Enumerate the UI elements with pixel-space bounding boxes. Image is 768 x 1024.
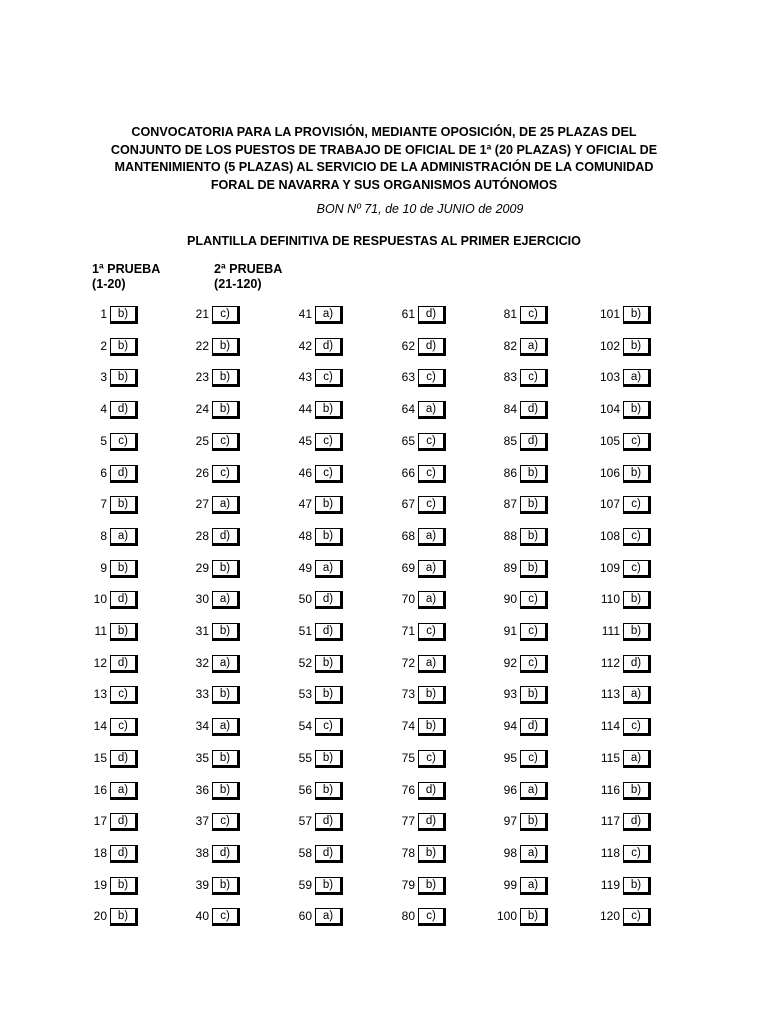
question-number: 12: [93, 655, 107, 670]
question-number: 62: [401, 338, 415, 353]
answer-box: c): [315, 465, 343, 483]
answer-box: b): [212, 686, 240, 704]
answer-box: c): [418, 369, 446, 387]
question-number: 110: [600, 592, 620, 607]
answer-box: b): [110, 338, 138, 356]
question-number: 79: [401, 877, 415, 892]
question-number: 18: [93, 845, 107, 860]
answer-box: c): [623, 433, 651, 451]
question-number: 37: [195, 814, 209, 829]
answer-box: a): [315, 560, 343, 578]
question-number: 33: [195, 687, 209, 702]
question-number: 28: [195, 528, 209, 543]
answer-box: c): [623, 560, 651, 578]
question-number: 64: [401, 402, 415, 417]
answer-box: d): [418, 306, 446, 324]
answer-box: a): [520, 877, 548, 895]
answer-box: b): [418, 877, 446, 895]
question-number: 89: [503, 560, 517, 575]
question-number: 84: [503, 402, 517, 417]
answer-box: d): [110, 813, 138, 831]
answer-box: a): [418, 655, 446, 673]
answer-box: a): [418, 528, 446, 546]
question-number: 44: [298, 402, 312, 417]
question-number: 104: [599, 402, 620, 417]
answer-box: d): [418, 782, 446, 800]
answer-box: d): [623, 813, 651, 831]
question-number: 81: [503, 307, 517, 321]
answer-box: a): [418, 401, 446, 419]
question-number: 36: [195, 782, 209, 797]
answer-box: c): [520, 591, 548, 609]
answer-box: d): [315, 813, 343, 831]
question-number: 11: [94, 624, 107, 638]
answer-box: c): [520, 750, 548, 768]
question-number: 94: [503, 719, 517, 734]
answer-box: b): [623, 401, 651, 419]
question-number: 13: [93, 687, 107, 702]
answer-box: b): [623, 782, 651, 800]
answer-box: d): [212, 528, 240, 546]
question-number: 102: [599, 338, 620, 353]
answer-box: b): [418, 686, 446, 704]
question-number: 17: [93, 814, 107, 829]
answer-box: b): [110, 306, 138, 324]
answer-box: b): [520, 465, 548, 483]
answer-box: a): [212, 718, 240, 736]
question-number: 120: [599, 909, 620, 924]
answer-box: d): [520, 433, 548, 451]
question-number: 76: [401, 782, 415, 797]
answer-box: c): [110, 686, 138, 704]
question-number: 74: [401, 719, 415, 734]
answer-box: a): [315, 306, 343, 324]
answer-box: d): [520, 401, 548, 419]
answer-box: c): [212, 813, 240, 831]
answer-box: b): [315, 401, 343, 419]
answer-box: b): [623, 306, 651, 324]
answer-box: d): [110, 591, 138, 609]
question-number: 7: [100, 497, 107, 512]
answer-box: b): [520, 496, 548, 514]
answer-box: c): [418, 750, 446, 768]
question-number: 57: [298, 814, 312, 829]
question-number: 15: [93, 750, 107, 765]
answer-box: c): [418, 433, 446, 451]
title-line-2: CONJUNTO DE LOS PUESTOS DE TRABAJO DE OFICIAL DE 1ª (20 PLAZAS) Y OFICIAL DE: [110, 142, 658, 157]
question-number: 35: [195, 750, 209, 765]
question-number: 25: [195, 433, 209, 448]
answer-box: b): [212, 623, 240, 641]
answer-box: a): [212, 591, 240, 609]
answer-box: b): [315, 528, 343, 546]
question-number: 112: [600, 655, 620, 670]
answer-box: b): [110, 560, 138, 578]
answer-box: d): [212, 845, 240, 863]
question-number: 6: [100, 465, 107, 480]
answer-box: c): [418, 496, 446, 514]
question-number: 31: [195, 624, 209, 638]
question-number: 14: [93, 719, 107, 734]
prueba-1-label: 1ª PRUEBA: [92, 262, 161, 276]
answer-box: a): [623, 750, 651, 768]
question-number: 98: [503, 845, 517, 860]
question-number: 115: [600, 750, 620, 765]
question-number: 113: [600, 687, 620, 702]
question-number: 27: [195, 497, 209, 512]
question-number: 29: [195, 560, 209, 575]
answer-box: c): [418, 908, 446, 926]
answer-box: b): [212, 782, 240, 800]
answer-box: b): [110, 496, 138, 514]
answer-box: b): [212, 401, 240, 419]
answer-box: d): [315, 591, 343, 609]
question-number: 114: [600, 719, 620, 734]
answer-box: b): [315, 686, 343, 704]
answer-box: b): [212, 338, 240, 356]
answer-box: a): [623, 369, 651, 387]
answer-box: b): [623, 465, 651, 483]
answer-box: c): [623, 845, 651, 863]
question-number: 4: [100, 402, 107, 417]
answer-box: a): [520, 338, 548, 356]
question-number: 105: [599, 433, 620, 448]
question-number: 117: [600, 814, 620, 829]
answer-box: b): [520, 528, 548, 546]
answer-box: b): [315, 877, 343, 895]
question-number: 99: [503, 877, 517, 892]
question-number: 86: [503, 465, 517, 480]
question-number: 2: [100, 338, 107, 353]
question-number: 119: [600, 877, 620, 892]
question-number: 92: [503, 655, 517, 670]
answer-box: b): [623, 591, 651, 609]
answer-box: c): [315, 718, 343, 736]
answer-box: b): [623, 623, 651, 641]
question-number: 91: [503, 624, 517, 638]
answer-box: b): [212, 560, 240, 578]
question-number: 21: [195, 307, 209, 321]
answer-box: d): [418, 813, 446, 831]
answer-box: c): [212, 908, 240, 926]
answer-box: b): [418, 718, 446, 736]
answer-box: d): [315, 845, 343, 863]
answer-box: c): [623, 908, 651, 926]
title-line-1: CONVOCATORIA PARA LA PROVISIÓN, MEDIANTE OPOSICIÓN, DE 25 PLAZAS DEL: [131, 125, 637, 139]
answer-box: b): [315, 782, 343, 800]
answer-box: b): [520, 560, 548, 578]
question-number: 100: [496, 909, 517, 924]
question-number: 87: [503, 497, 517, 512]
answer-box: b): [520, 686, 548, 704]
question-number: 65: [401, 433, 415, 448]
answers-heading: PLANTILLA DEFINITIVA DE RESPUESTAS AL PRIMER EJERCICIO: [187, 234, 581, 248]
question-number: 26: [195, 465, 209, 480]
answer-box: a): [520, 782, 548, 800]
answer-box: c): [623, 718, 651, 736]
answer-box: c): [315, 433, 343, 451]
answer-box: b): [212, 369, 240, 387]
question-number: 68: [401, 528, 415, 543]
question-number: 71: [401, 624, 415, 638]
question-number: 80: [401, 909, 415, 924]
answer-box: a): [212, 496, 240, 514]
answer-box: d): [418, 338, 446, 356]
prueba-2-range: (21-120): [214, 277, 262, 291]
answer-box: a): [212, 655, 240, 673]
question-number: 9: [100, 560, 107, 575]
question-number: 5: [100, 433, 107, 448]
question-number: 58: [298, 845, 312, 860]
question-number: 72: [401, 655, 415, 670]
question-number: 106: [599, 465, 620, 480]
answer-box: c): [110, 718, 138, 736]
question-number: 20: [93, 909, 107, 924]
answer-box: c): [315, 369, 343, 387]
question-number: 88: [503, 528, 517, 543]
answer-box: d): [110, 845, 138, 863]
question-number: 54: [298, 719, 312, 734]
question-number: 111: [601, 624, 620, 638]
answer-box: c): [520, 369, 548, 387]
question-number: 70: [401, 592, 415, 607]
question-number: 59: [298, 877, 312, 892]
question-number: 8: [100, 528, 107, 543]
answer-box: c): [418, 465, 446, 483]
question-number: 23: [195, 370, 209, 385]
question-number: 39: [195, 877, 209, 892]
question-number: 48: [298, 528, 312, 543]
question-number: 96: [503, 782, 517, 797]
answer-box: a): [418, 560, 446, 578]
answer-box: b): [418, 845, 446, 863]
question-number: 116: [600, 782, 620, 797]
question-number: 10: [93, 592, 107, 607]
question-number: 32: [195, 655, 209, 670]
question-number: 108: [599, 528, 620, 543]
answer-box: b): [212, 750, 240, 768]
question-number: 56: [298, 782, 312, 797]
question-number: 41: [298, 307, 312, 321]
question-number: 50: [298, 592, 312, 607]
question-number: 107: [599, 497, 620, 512]
question-number: 78: [401, 845, 415, 860]
answer-box: b): [623, 338, 651, 356]
answer-box: a): [520, 845, 548, 863]
question-number: 51: [298, 624, 312, 638]
answer-box: b): [623, 877, 651, 895]
answer-box: d): [623, 655, 651, 673]
answer-box: a): [623, 686, 651, 704]
question-number: 16: [93, 782, 107, 797]
answer-box: a): [418, 591, 446, 609]
answer-box: d): [315, 338, 343, 356]
answer-box: c): [212, 433, 240, 451]
answer-box: d): [315, 623, 343, 641]
question-number: 75: [401, 750, 415, 765]
answer-box: a): [315, 908, 343, 926]
question-number: 90: [503, 592, 517, 607]
question-number: 73: [401, 687, 415, 702]
question-number: 45: [298, 433, 312, 448]
question-number: 46: [298, 465, 312, 480]
bon-reference: BON Nº 71, de 10 de JUNIO de 2009: [316, 202, 524, 216]
answer-box: c): [418, 623, 446, 641]
answer-box: a): [110, 782, 138, 800]
question-number: 40: [195, 909, 209, 924]
question-number: 60: [298, 909, 312, 924]
answer-box: b): [315, 750, 343, 768]
question-number: 1: [100, 307, 107, 321]
answer-box: d): [520, 718, 548, 736]
question-number: 24: [195, 402, 209, 417]
question-number: 118: [600, 845, 620, 860]
answer-box: b): [110, 623, 138, 641]
answer-box: b): [520, 908, 548, 926]
question-number: 52: [298, 655, 312, 670]
answer-box: c): [520, 655, 548, 673]
title-line-4: FORAL DE NAVARRA Y SUS ORGANISMOS AUTÓNOMOS: [210, 177, 558, 192]
answer-box: b): [520, 813, 548, 831]
answer-box: c): [520, 306, 548, 324]
question-number: 83: [503, 370, 517, 385]
prueba-1-range: (1-20): [92, 277, 126, 291]
answer-box: b): [110, 369, 138, 387]
question-number: 61: [401, 307, 415, 321]
answer-box: b): [110, 908, 138, 926]
question-number: 101: [599, 307, 620, 321]
question-number: 38: [195, 845, 209, 860]
answer-box: d): [110, 465, 138, 483]
question-number: 82: [503, 338, 517, 353]
question-number: 97: [503, 814, 517, 829]
question-number: 43: [298, 370, 312, 385]
answer-box: c): [212, 306, 240, 324]
answer-box: d): [110, 750, 138, 768]
answer-box: c): [520, 623, 548, 641]
question-number: 49: [298, 560, 312, 575]
question-number: 19: [93, 877, 107, 892]
answer-box: b): [315, 496, 343, 514]
answer-box: c): [623, 528, 651, 546]
answer-box: d): [110, 401, 138, 419]
answer-box: c): [623, 496, 651, 514]
question-number: 22: [195, 338, 209, 353]
question-number: 85: [503, 433, 517, 448]
question-number: 42: [298, 338, 312, 353]
answer-box: b): [315, 655, 343, 673]
question-number: 95: [503, 750, 517, 765]
answer-box: d): [110, 655, 138, 673]
answer-box: c): [110, 433, 138, 451]
prueba-2-label: 2ª PRUEBA: [214, 262, 283, 276]
question-number: 109: [599, 560, 620, 575]
answer-box: b): [212, 877, 240, 895]
question-number: 47: [298, 497, 312, 512]
question-number: 3: [100, 370, 107, 385]
question-number: 34: [195, 719, 209, 734]
question-number: 77: [401, 814, 415, 829]
question-number: 69: [401, 560, 415, 575]
question-number: 103: [599, 370, 620, 385]
question-number: 63: [401, 370, 415, 385]
question-number: 30: [195, 592, 209, 607]
question-number: 66: [401, 465, 415, 480]
question-number: 93: [503, 687, 517, 702]
question-number: 55: [298, 750, 312, 765]
question-number: 53: [298, 687, 312, 702]
title-line-3: MANTENIMIENTO (5 PLAZAS) AL SERVICIO DE LA ADMINISTRACIÓN DE LA COMUNIDAD: [114, 160, 654, 174]
question-number: 67: [401, 497, 415, 512]
answer-box: c): [212, 465, 240, 483]
answer-box: b): [110, 877, 138, 895]
answer-box: a): [110, 528, 138, 546]
